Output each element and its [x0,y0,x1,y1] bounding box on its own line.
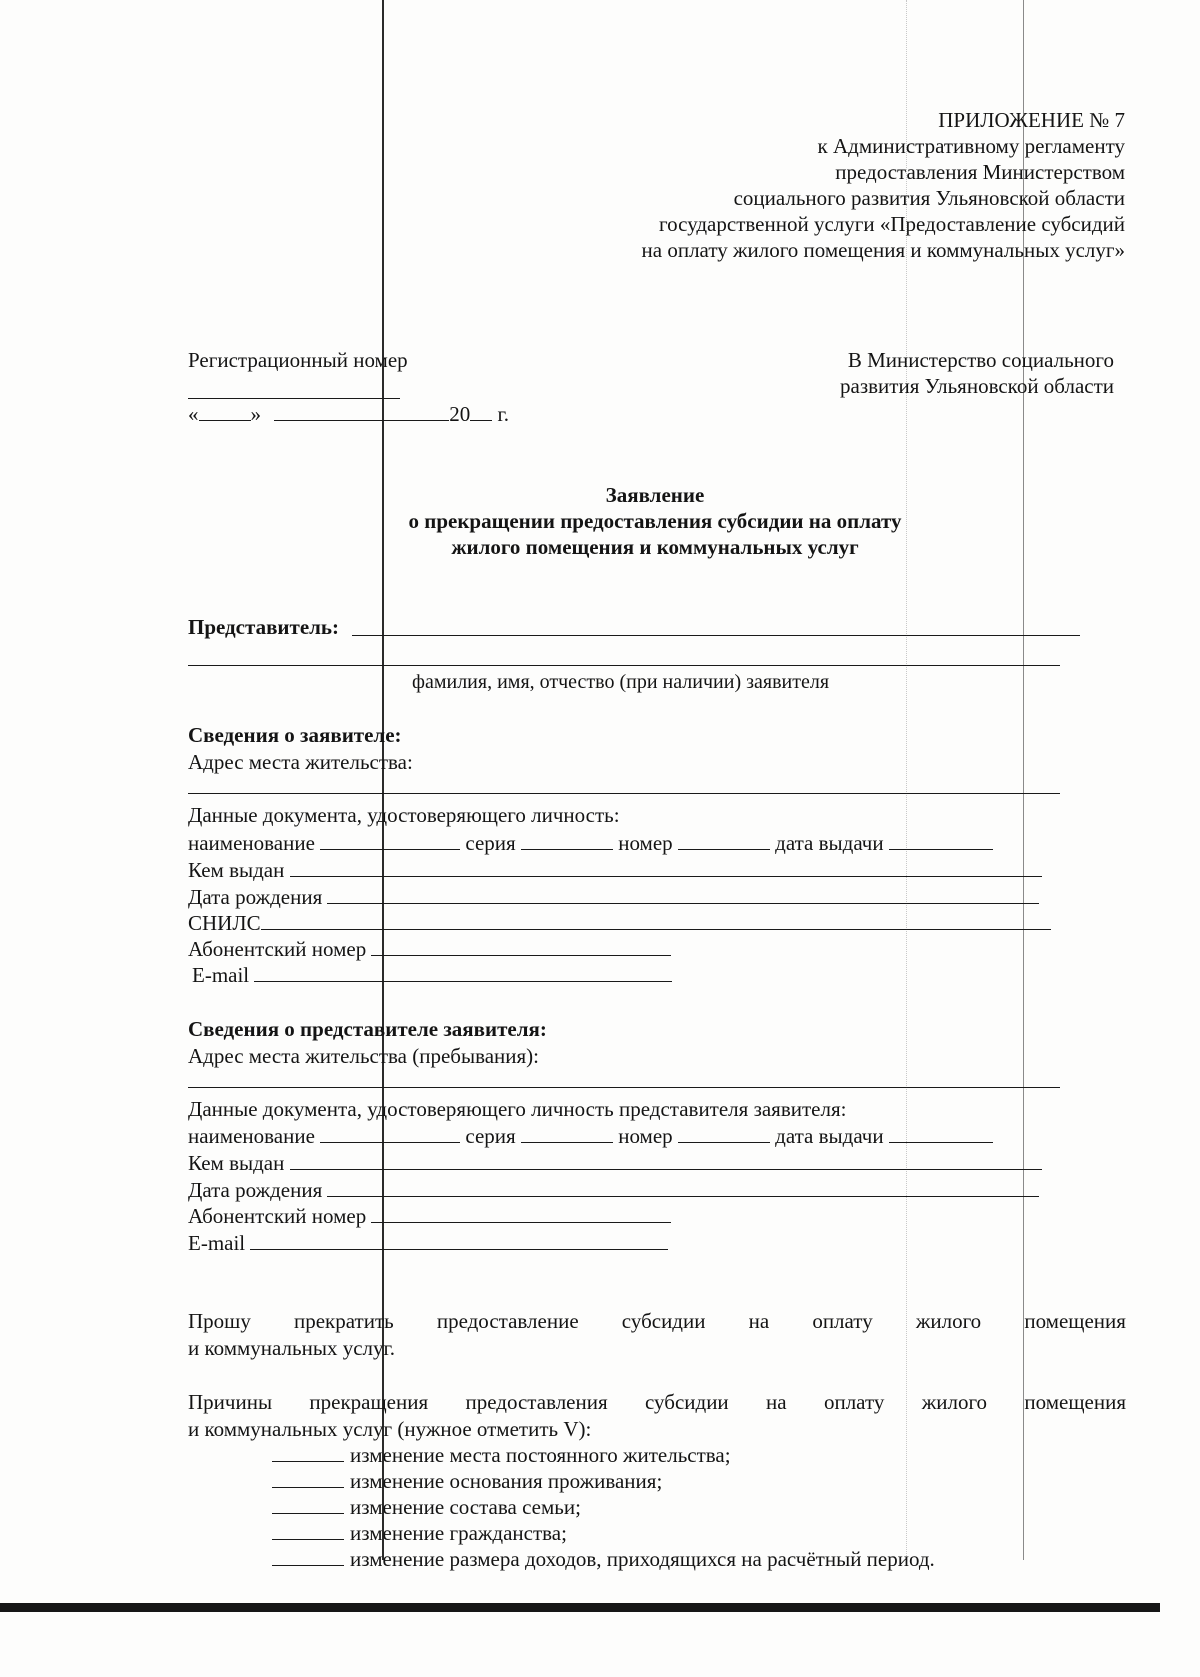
applicant-address-field[interactable] [188,793,1060,794]
heading-title: Заявление [605,483,705,507]
appendix-line: на оплату жилого помещения и коммунальных услуг» [641,238,1125,262]
snils-label: СНИЛС [188,911,261,935]
rep-phone-field[interactable] [371,1202,671,1223]
date-year-field[interactable] [470,400,492,421]
addressee-block [714,347,1114,399]
appendix-line: к Административному регламенту [817,134,1125,158]
applicant-heading: Сведения о заявителе: [188,723,402,747]
reasons-word: Причины [188,1390,273,1414]
reason-text: изменение основания проживания; [350,1469,663,1493]
reason-item [272,1442,935,1468]
rep-doc-issue-date-field[interactable] [889,1122,993,1143]
applicant-email-row [192,961,672,988]
rep-address-field[interactable] [188,1087,1060,1088]
reasons-word: субсидии [645,1390,729,1414]
applicant-snils-row [188,909,1051,936]
doc-number-field[interactable] [678,829,770,850]
reasons-line2: и коммунальных услуг (нужное отметить V): [188,1417,592,1441]
addressee-line: В Министерство социального [847,348,1114,372]
rep-issued-by-row [188,1149,1042,1176]
rep-issued-by-field[interactable] [290,1149,1042,1170]
rep-email-label: E-mail [188,1231,246,1255]
rep-id-doc-row [188,1122,993,1149]
applicant-address-label: Адрес места жительства: [188,750,413,774]
registration-label: Регистрационный номер [188,348,408,372]
rep-email-field[interactable] [250,1229,668,1250]
appendix-line: государственной услуги «Предоставление субсидий [659,212,1125,236]
reason-item [272,1494,935,1520]
request-word: субсидии [621,1309,706,1333]
email-label: E-mail [192,963,250,987]
representative-caption: фамилия, имя, отчество (при наличии) заявителя [412,671,830,693]
reasons-word: оплату [823,1390,885,1414]
rep-doc-series-label: серия [465,1124,516,1148]
registration-number-field[interactable] [188,398,400,399]
rep-doc-name-field[interactable] [320,1122,460,1143]
reasons-word: жилого [921,1390,988,1414]
heading-line: о прекращении предоставления субсидии на оплату [408,509,902,533]
doc-name-field[interactable] [320,829,460,850]
doc-number-label: номер [618,831,673,855]
appendix-block [425,107,1125,263]
reasons-word: помещения [1024,1390,1126,1414]
phone-field[interactable] [371,935,671,956]
reason-text: изменение гражданства; [350,1521,567,1545]
representative-field[interactable] [352,635,1080,636]
applicant-issued-by-row [188,856,1042,883]
reason-item [272,1546,935,1572]
issued-by-field[interactable] [290,856,1042,877]
rep-birth-date-row [188,1176,1039,1203]
reason-checkbox[interactable] [272,1468,344,1488]
representative-field-line2[interactable] [188,665,1060,666]
rep-phone-label: Абонентский номер [188,1204,367,1228]
rep-phone-row [188,1202,671,1229]
reasons-word: прекращения [309,1390,429,1414]
addressee-line: развития Ульяновской области [840,374,1114,398]
registration-date-row [188,400,509,427]
rep-doc-number-field[interactable] [678,1122,770,1143]
request-word: жилого [915,1309,982,1333]
doc-issue-date-label: дата выдачи [775,831,884,855]
rep-issued-by-label: Кем выдан [188,1151,285,1175]
birth-date-label: Дата рождения [188,885,323,909]
rep-id-doc-label: Данные документа, удостоверяющего личность представителя заявителя: [188,1097,847,1121]
reasons-list [272,1442,935,1572]
issued-by-label: Кем выдан [188,858,285,882]
rep-doc-name-label: наименование [188,1124,315,1148]
doc-name-label: наименование [188,831,315,855]
date-year-suffix: г. [497,402,509,426]
date-year-prefix: 20 [449,402,471,426]
reasons-word: предоставления [465,1390,608,1414]
rep-birth-date-label: Дата рождения [188,1178,323,1202]
appendix-title: ПРИЛОЖЕНИЕ № 7 [938,108,1125,132]
applicant-phone-row [188,935,671,962]
request-word: Прошу [188,1309,251,1333]
reason-text: изменение размера доходов, приходящихся на расчётный период. [350,1547,935,1571]
date-quote-close: » [250,402,261,426]
rep-email-row [188,1229,668,1256]
reason-text: изменение места постоянного жительства; [350,1443,731,1467]
rep-heading: Сведения о представителе заявителя: [188,1017,547,1041]
appendix-line: предоставления Министерством [835,160,1125,184]
request-word: на [748,1309,770,1333]
applicant-birth-date-row [188,883,1039,910]
rep-doc-series-field[interactable] [521,1122,613,1143]
request-word: прекратить [293,1309,394,1333]
date-quote-open: « [188,402,199,426]
scan-bottom-edge [0,1603,1160,1612]
date-month-field[interactable] [274,400,449,421]
reasons-line1 [188,1389,1126,1415]
reason-item [272,1520,935,1546]
request-line2: и коммунальных услуг. [188,1336,395,1360]
request-line1 [188,1308,1126,1334]
request-word: предоставление [436,1309,579,1333]
phone-label: Абонентский номер [188,937,367,961]
rep-doc-number-label: номер [618,1124,673,1148]
reasons-word: на [766,1390,787,1414]
reason-checkbox[interactable] [272,1520,344,1540]
email-field[interactable] [254,961,672,982]
applicant-id-doc-label: Данные документа, удостоверяющего личность: [188,803,620,827]
request-word: оплату [812,1309,873,1333]
reason-checkbox[interactable] [272,1546,344,1566]
reason-checkbox[interactable] [272,1442,344,1462]
snils-field[interactable] [261,909,1051,930]
document-heading [370,482,940,560]
reason-item [272,1468,935,1494]
reason-checkbox[interactable] [272,1494,344,1514]
applicant-id-doc-row [188,829,993,856]
request-word: помещения [1024,1309,1126,1333]
heading-line: жилого помещения и коммунальных услуг [451,535,859,559]
birth-date-field[interactable] [327,883,1039,904]
rep-address-label: Адрес места жительства (пребывания): [188,1044,540,1068]
date-day-field[interactable] [199,400,251,421]
reason-text: изменение состава семьи; [350,1495,581,1519]
rep-birth-date-field[interactable] [327,1176,1039,1197]
rep-doc-issue-date-label: дата выдачи [775,1124,884,1148]
doc-series-field[interactable] [521,829,613,850]
representative-label: Представитель: [188,615,340,639]
doc-issue-date-field[interactable] [889,829,993,850]
doc-series-label: серия [465,831,516,855]
appendix-line: социального развития Ульяновской области [733,186,1125,210]
